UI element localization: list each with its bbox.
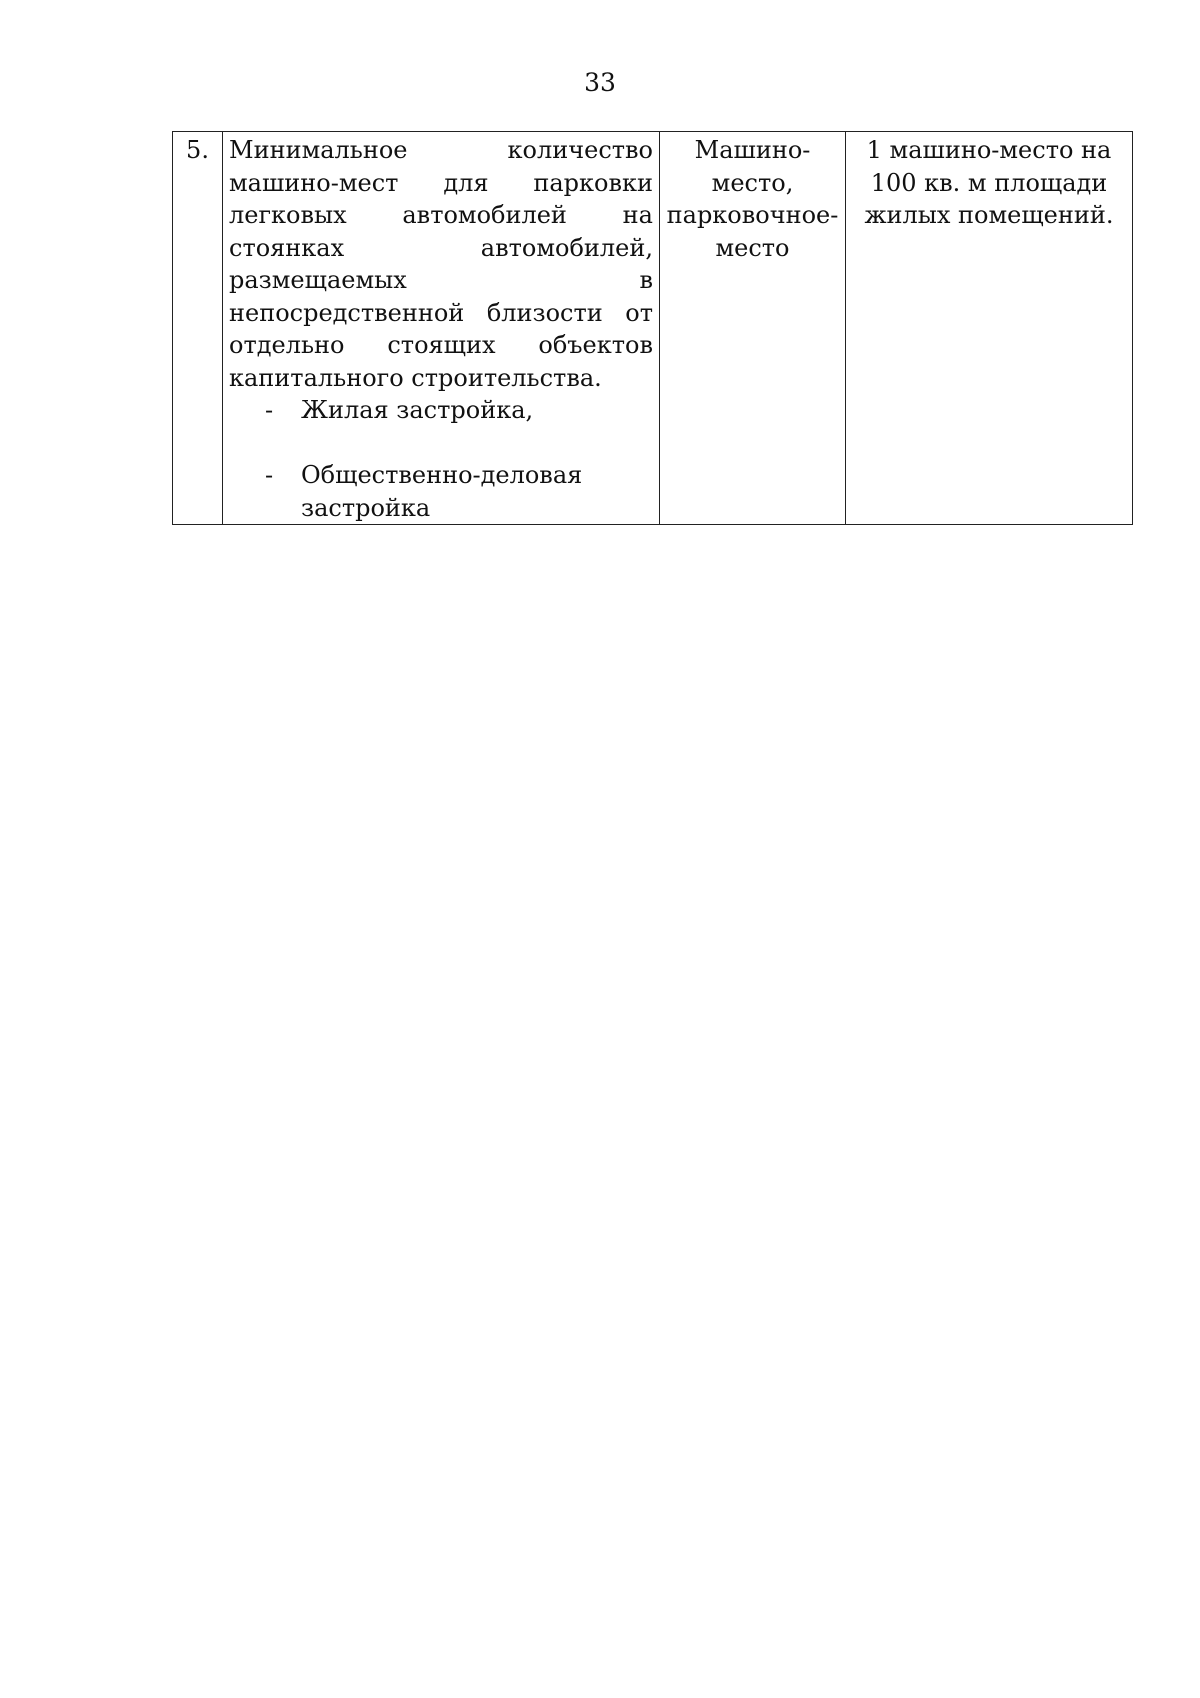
norms-table	[172, 131, 1133, 525]
value-text: 1 машино-место на 100 кв. м площади жилых помещений.	[864, 136, 1114, 229]
list-item-text: Общественно-деловая застройка	[301, 461, 583, 522]
list-dash: -	[265, 461, 274, 489]
list-item-business	[229, 459, 647, 524]
list-dash: -	[265, 396, 274, 424]
indicator-cell	[223, 132, 660, 525]
unit-cell	[660, 132, 846, 525]
list-item-text: Жилая застройка,	[301, 396, 534, 424]
value-cell	[846, 132, 1133, 525]
row-number: 5.	[186, 136, 209, 164]
row-number-cell	[173, 132, 223, 525]
list-item-residential	[229, 394, 647, 427]
table-row	[173, 132, 1133, 525]
page-number: 33	[584, 68, 616, 97]
unit-text: Машино-место, парковочное-место	[666, 136, 839, 262]
indicator-text: Минимальное количество машино-мест для парковки легковых автомобилей на стоянках автомобилей, размещаемых в непосредственной близости от отдельно стоящих объектов капитального строительства.	[229, 136, 653, 392]
